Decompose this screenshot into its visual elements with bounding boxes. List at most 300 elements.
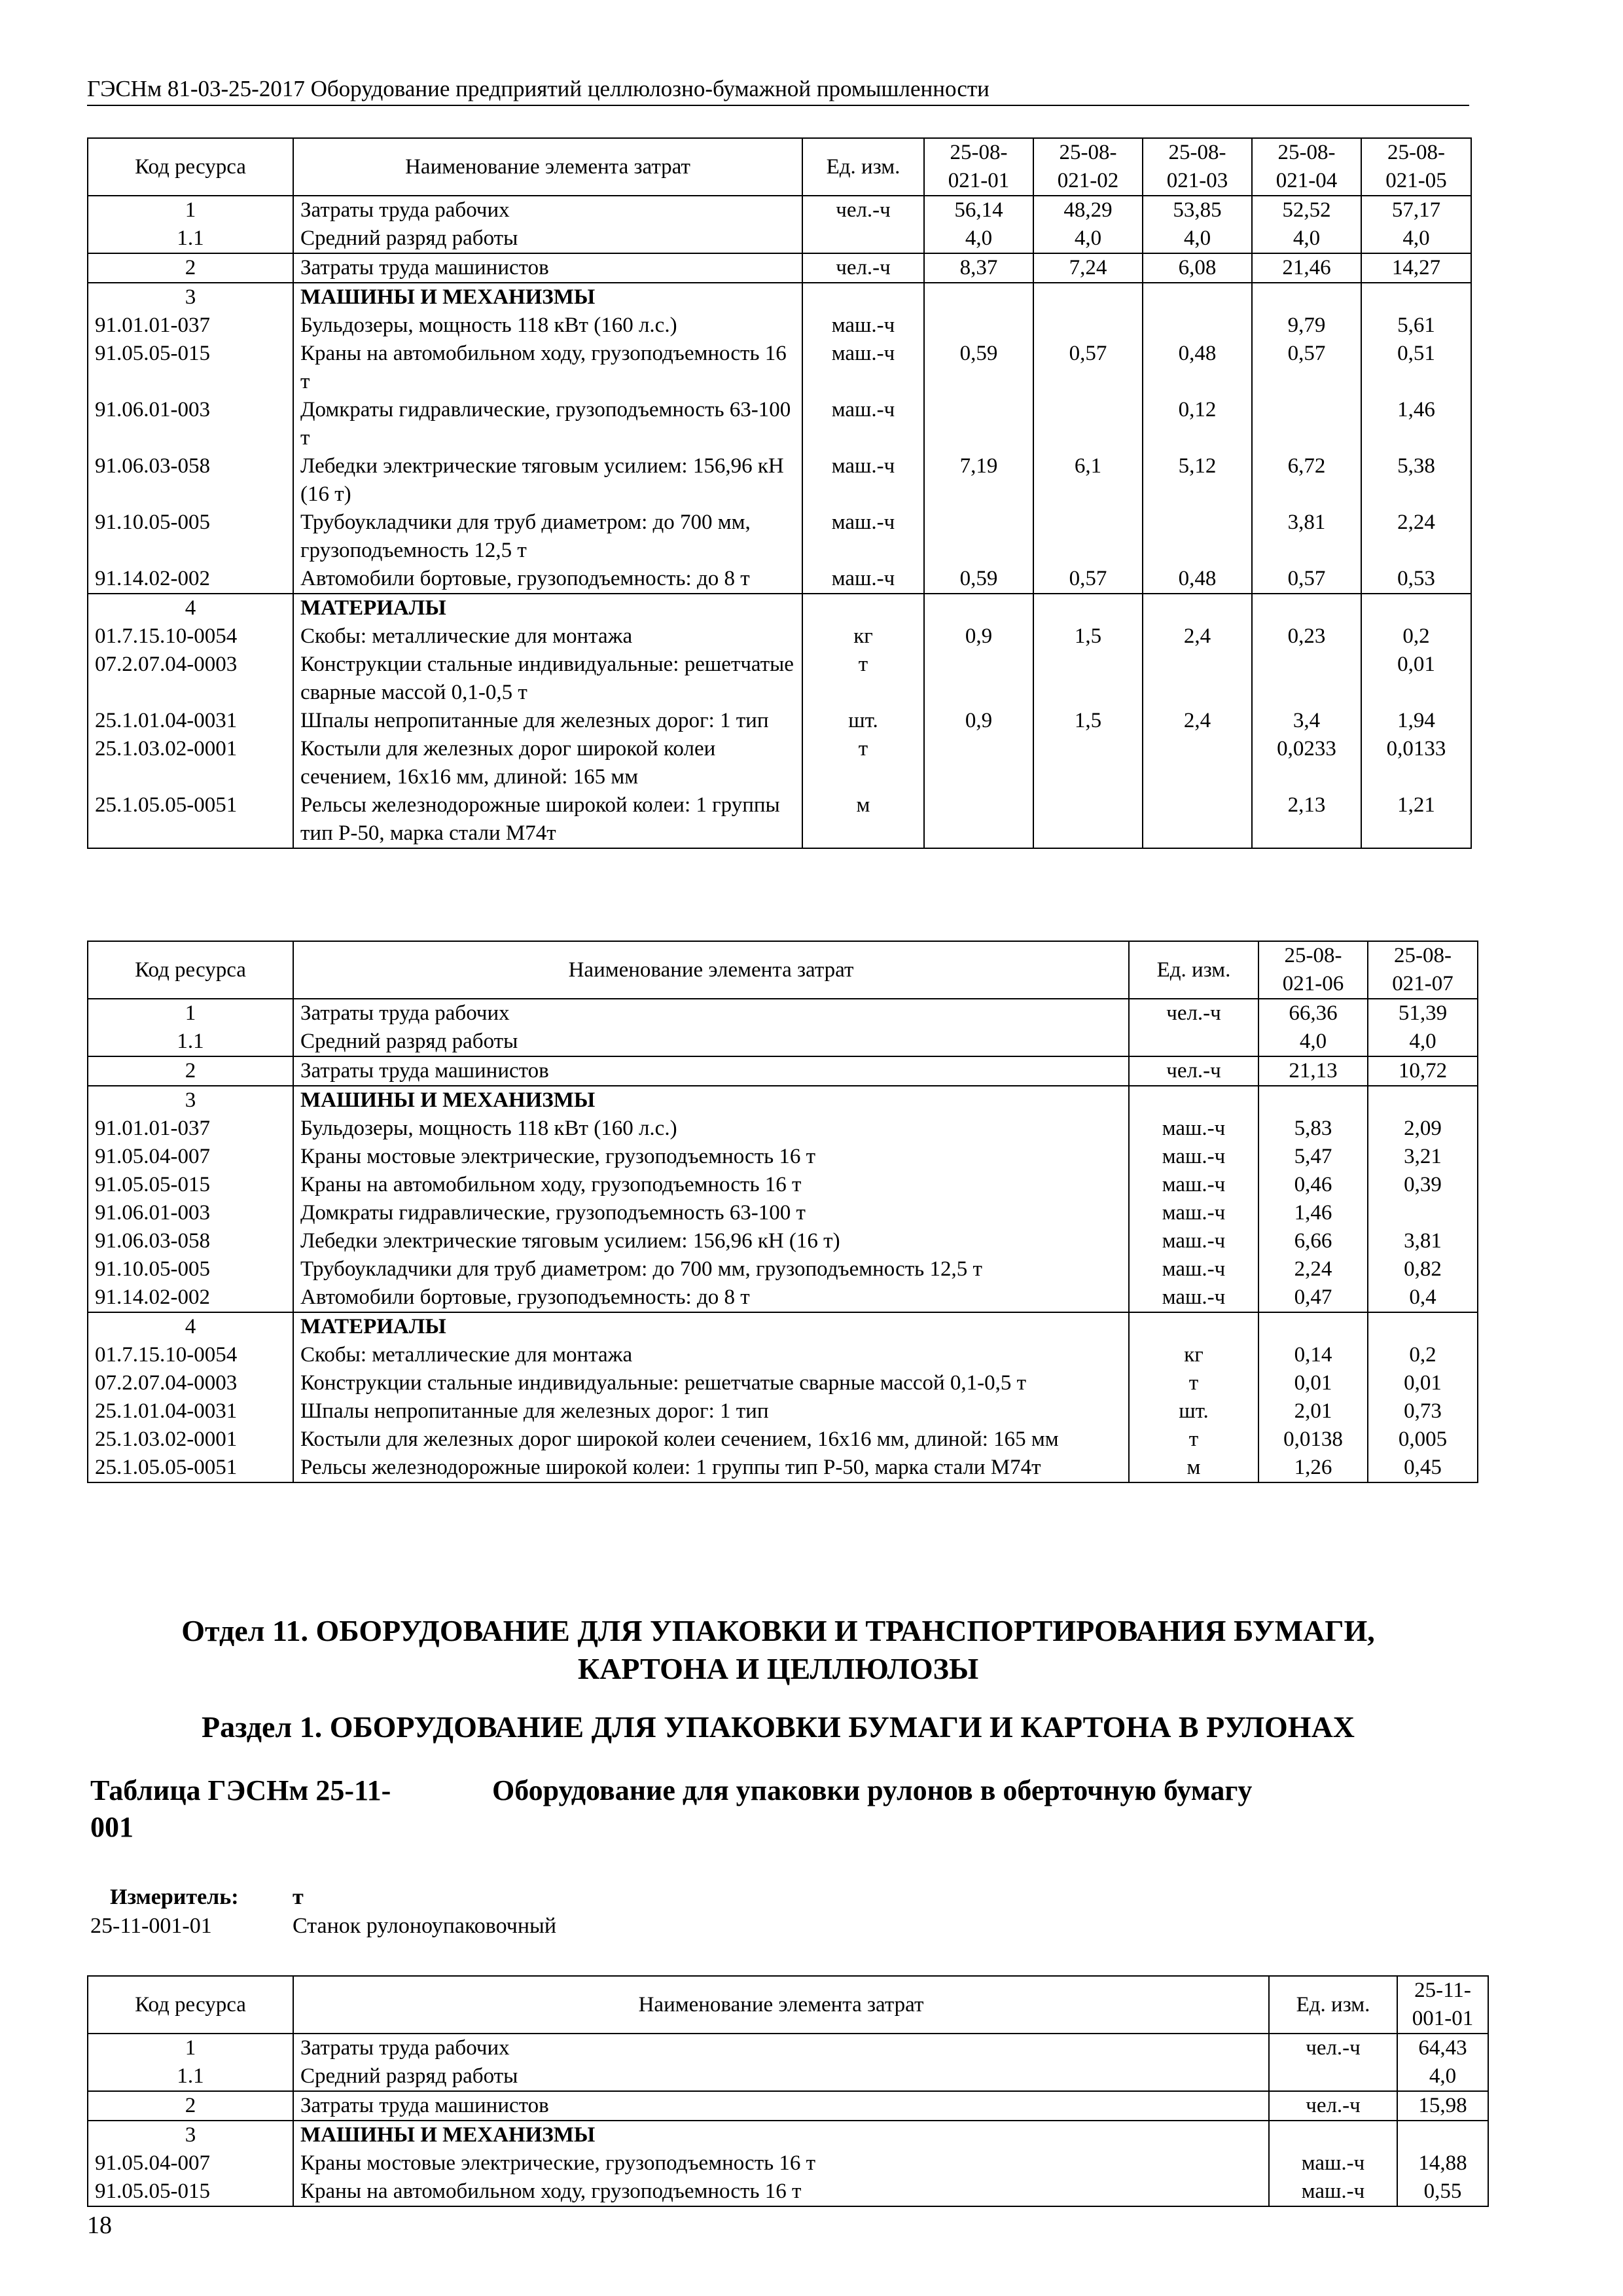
resource-code: 4: [88, 594, 293, 622]
table-row: [88, 2149, 1488, 2178]
resource-value: 4,0: [1258, 1028, 1368, 1056]
resource-value: 0,55: [1397, 2178, 1488, 2206]
resource-value: 0,47: [1258, 1283, 1368, 1312]
resource-unit: маш.-ч: [1129, 1255, 1258, 1283]
header-norm-code-part: 021-03: [1166, 169, 1228, 192]
resource-name: Затраты труда рабочих: [293, 2034, 1269, 2062]
resource-value: 0,45: [1368, 1454, 1478, 1482]
table-row: [88, 2034, 1488, 2062]
header-unit: Ед. изм.: [802, 138, 924, 196]
table-row: [88, 1028, 1478, 1056]
resource-name: Скобы: металлические для монтажа: [293, 622, 802, 651]
table-row: [88, 1171, 1478, 1199]
resource-value: 5,61: [1361, 312, 1471, 340]
resource-value: 0,0133: [1361, 735, 1471, 791]
resource-unit: [1269, 2121, 1397, 2149]
resource-value: 2,24: [1361, 509, 1471, 565]
resource-value: 0,48: [1143, 340, 1252, 396]
header-norm-code-part: 021-06: [1282, 972, 1344, 996]
resource-unit: шт.: [802, 707, 924, 735]
table-row: [88, 1426, 1478, 1454]
resource-unit: [802, 594, 924, 622]
resource-unit: м: [802, 791, 924, 848]
resource-value: [1397, 2121, 1488, 2149]
resource-value: 1,21: [1361, 791, 1471, 848]
resource-value: 6,66: [1258, 1227, 1368, 1255]
resource-code: 91.06.01-003: [88, 396, 293, 452]
resource-value: [924, 312, 1033, 340]
header-name: Наименование элемента затрат: [293, 138, 802, 196]
resource-value: 21,46: [1252, 253, 1361, 283]
resource-value: 10,72: [1368, 1056, 1478, 1086]
resource-unit: [802, 283, 924, 312]
resource-code: 91.05.05-015: [88, 2178, 293, 2206]
resource-value: 0,4: [1368, 1283, 1478, 1312]
otdel-heading-line-2: КАРТОНА И ЦЕЛЛЮЛОЗЫ: [577, 1652, 979, 1685]
resource-name: Затраты труда машинистов: [293, 253, 802, 283]
resource-value: [1143, 312, 1252, 340]
resource-code: 91.06.03-058: [88, 452, 293, 509]
header-norm-code-part: 25-08-: [1394, 944, 1452, 967]
resource-value: 1,5: [1033, 707, 1143, 735]
resource-unit: м: [1129, 1454, 1258, 1482]
resource-value: 0,01: [1361, 651, 1471, 707]
resource-value: 14,27: [1361, 253, 1471, 283]
header-norm-code: [1252, 138, 1361, 196]
table-row: [88, 622, 1471, 651]
resource-code: 25.1.05.05-0051: [88, 1454, 293, 1482]
table-row: [88, 1086, 1478, 1115]
resource-value: 0,57: [1252, 340, 1361, 396]
resource-value: [1033, 509, 1143, 565]
resource-code: 1: [88, 196, 293, 224]
resource-unit: маш.-ч: [802, 312, 924, 340]
page-number: 18: [87, 2212, 112, 2239]
resource-value: [1033, 396, 1143, 452]
table-row: [88, 2121, 1488, 2149]
resource-value: [1143, 283, 1252, 312]
resource-table-25-11-001-01: [87, 1975, 1489, 2207]
header-norm-code-part: 25-08-: [1277, 141, 1336, 164]
resource-value: [924, 651, 1033, 707]
resource-value: 0,9: [924, 707, 1033, 735]
table-row: [88, 565, 1471, 594]
resource-name: Лебедки электрические тяговым усилием: 156,96 кН (16 т): [293, 452, 802, 509]
resource-unit: чел.-ч: [1269, 2034, 1397, 2062]
table-row: [88, 1227, 1478, 1255]
resource-value: 6,72: [1252, 452, 1361, 509]
resource-unit: чел.-ч: [1129, 999, 1258, 1028]
resource-value: [924, 791, 1033, 848]
resource-unit: т: [1129, 1426, 1258, 1454]
table-row: [88, 1397, 1478, 1426]
resource-value: 0,005: [1368, 1426, 1478, 1454]
resource-unit: маш.-ч: [1129, 1115, 1258, 1143]
resource-value: 2,13: [1252, 791, 1361, 848]
resource-value: 9,79: [1252, 312, 1361, 340]
resource-value: 0,57: [1252, 565, 1361, 594]
resource-code: 91.06.03-058: [88, 1227, 293, 1255]
resource-value: [1258, 1312, 1368, 1341]
resource-code: 25.1.03.02-0001: [88, 735, 293, 791]
resource-value: 5,83: [1258, 1115, 1368, 1143]
resource-value: 4,0: [924, 224, 1033, 253]
table-row: [88, 340, 1471, 396]
resource-value: [1252, 594, 1361, 622]
resource-value: 0,46: [1258, 1171, 1368, 1199]
resource-value: 0,48: [1143, 565, 1252, 594]
resource-name: Конструкции стальные индивидуальные: решетчатые сварные массой 0,1-0,5 т: [293, 651, 802, 707]
item-name: Станок рулоноупаковочный: [293, 1914, 557, 1938]
resource-name: Автомобили бортовые, грузоподъемность: до 8 т: [293, 565, 802, 594]
resource-value: 2,4: [1143, 707, 1252, 735]
resource-value: [1033, 594, 1143, 622]
resource-value: 0,57: [1033, 340, 1143, 396]
resource-value: 15,98: [1397, 2091, 1488, 2121]
resource-unit: т: [802, 651, 924, 707]
table-row: [88, 2178, 1488, 2206]
resource-code: 25.1.01.04-0031: [88, 1397, 293, 1426]
resource-value: 0,14: [1258, 1341, 1368, 1369]
resource-code: 91.05.04-007: [88, 1143, 293, 1171]
resource-table-25-08-021-06-07: [87, 941, 1478, 1483]
resource-name: Краны на автомобильном ходу, грузоподъемность 16 т: [293, 1171, 1129, 1199]
resource-code: 91.10.05-005: [88, 509, 293, 565]
resource-name: Средний разряд работы: [293, 1028, 1129, 1056]
resource-code: 07.2.07.04-0003: [88, 1369, 293, 1397]
resource-unit: шт.: [1129, 1397, 1258, 1426]
resource-value: 0,01: [1258, 1369, 1368, 1397]
resource-unit: маш.-ч: [802, 509, 924, 565]
table-row: [88, 594, 1471, 622]
header-norm-code: [1368, 941, 1478, 999]
resource-value: 1,26: [1258, 1454, 1368, 1482]
table-row: [88, 452, 1471, 509]
table-row: [88, 396, 1471, 452]
table-row: [88, 1283, 1478, 1312]
header-norm-code: [924, 138, 1033, 196]
item-code: 25-11-001-01: [90, 1914, 212, 1938]
meter-row: [90, 1885, 304, 1910]
table-row: [88, 1369, 1478, 1397]
resource-value: [1368, 1199, 1478, 1227]
resource-code: 01.7.15.10-0054: [88, 622, 293, 651]
resource-name: Шпалы непропитанные для железных дорог: 1 тип: [293, 707, 802, 735]
header-norm-code: [1361, 138, 1471, 196]
resource-name: Затраты труда рабочих: [293, 999, 1129, 1028]
header-norm-code-part: 25-08-: [1284, 944, 1342, 967]
header-name: Наименование элемента затрат: [293, 941, 1129, 999]
resource-value: [924, 283, 1033, 312]
table-row: [88, 1255, 1478, 1283]
resource-code: 1.1: [88, 224, 293, 253]
resource-value: 4,0: [1033, 224, 1143, 253]
resource-name: Костыли для железных дорог широкой колеи сечением, 16х16 мм, длиной: 165 мм: [293, 1426, 1129, 1454]
resource-code: 91.05.05-015: [88, 1171, 293, 1199]
resource-unit: чел.-ч: [802, 253, 924, 283]
resource-code: 1: [88, 2034, 293, 2062]
resource-name: Краны мостовые электрические, грузоподъемность 16 т: [293, 1143, 1129, 1171]
resource-name: Краны на автомобильном ходу, грузоподъемность 16 т: [293, 340, 802, 396]
table-row: [88, 1312, 1478, 1341]
resource-value: 2,24: [1258, 1255, 1368, 1283]
resource-unit: маш.-ч: [1129, 1143, 1258, 1171]
resource-code: 25.1.01.04-0031: [88, 707, 293, 735]
table-row: [88, 2062, 1488, 2091]
header-norm-code-part: 021-04: [1275, 169, 1338, 192]
header-unit: Ед. изм.: [1129, 941, 1258, 999]
resource-value: 0,82: [1368, 1255, 1478, 1283]
resource-code: 2: [88, 253, 293, 283]
resource-value: 3,81: [1368, 1227, 1478, 1255]
resource-value: [1033, 651, 1143, 707]
resource-unit: чел.-ч: [1269, 2091, 1397, 2121]
resource-code: 25.1.05.05-0051: [88, 791, 293, 848]
resource-value: 4,0: [1361, 224, 1471, 253]
resource-value: [1143, 791, 1252, 848]
resource-value: [1361, 594, 1471, 622]
resource-value: 21,13: [1258, 1056, 1368, 1086]
resource-unit: кг: [802, 622, 924, 651]
resource-unit: маш.-ч: [1129, 1227, 1258, 1255]
resource-name: Домкраты гидравлические, грузоподъемность 63-100 т: [293, 396, 802, 452]
header-norm-code: [1033, 138, 1143, 196]
resource-value: 56,14: [924, 196, 1033, 224]
resource-unit: маш.-ч: [1269, 2149, 1397, 2178]
table-row: [88, 651, 1471, 707]
otdel-heading: [87, 1612, 1469, 1688]
resource-value: [1252, 283, 1361, 312]
resource-code: 2: [88, 1056, 293, 1086]
resource-name: Краны мостовые электрические, грузоподъемность 16 т: [293, 2149, 1269, 2178]
resource-code: 91.10.05-005: [88, 1255, 293, 1283]
table-row: [88, 1056, 1478, 1086]
header-norm-code: [1397, 1976, 1488, 2034]
table-row: [88, 999, 1478, 1028]
resource-value: 4,0: [1368, 1028, 1478, 1056]
resource-code: 1.1: [88, 2062, 293, 2091]
resource-value: [1143, 509, 1252, 565]
item-row: [90, 1914, 556, 1939]
resource-value: 6,08: [1143, 253, 1252, 283]
resource-value: 48,29: [1033, 196, 1143, 224]
resource-name: Шпалы непропитанные для железных дорог: 1 тип: [293, 1397, 1129, 1426]
resource-name: Затраты труда рабочих: [293, 196, 802, 224]
header-norm-code-part: 25-08-: [1168, 141, 1226, 164]
resource-code: 2: [88, 2091, 293, 2121]
resource-unit: маш.-ч: [802, 565, 924, 594]
resource-value: 64,43: [1397, 2034, 1488, 2062]
header-norm-code-part: 021-05: [1385, 169, 1447, 192]
resource-name: Затраты труда машинистов: [293, 1056, 1129, 1086]
resource-code: 91.06.01-003: [88, 1199, 293, 1227]
resource-name: МАШИНЫ И МЕХАНИЗМЫ: [293, 2121, 1269, 2149]
resource-value: 4,0: [1397, 2062, 1488, 2091]
resource-value: 0,59: [924, 565, 1033, 594]
header-norm-code-part: 021-07: [1392, 972, 1454, 996]
resource-value: [1252, 396, 1361, 452]
resource-code: 91.05.04-007: [88, 2149, 293, 2178]
resource-value: 14,88: [1397, 2149, 1488, 2178]
resource-unit: [1129, 1312, 1258, 1341]
resource-value: [1033, 283, 1143, 312]
resource-value: 4,0: [1252, 224, 1361, 253]
resource-value: [1143, 735, 1252, 791]
resource-value: [1033, 312, 1143, 340]
resource-value: 0,73: [1368, 1397, 1478, 1426]
table-row: [88, 509, 1471, 565]
resource-value: 8,37: [924, 253, 1033, 283]
table-row: [88, 253, 1471, 283]
header-unit: Ед. изм.: [1269, 1976, 1397, 2034]
resource-value: 5,38: [1361, 452, 1471, 509]
table-row: [88, 1143, 1478, 1171]
resource-value: 0,0233: [1252, 735, 1361, 791]
header-code: Код ресурса: [88, 941, 293, 999]
resource-name: Средний разряд работы: [293, 2062, 1269, 2091]
resource-value: [1143, 594, 1252, 622]
resource-unit: т: [1129, 1369, 1258, 1397]
resource-value: 0,51: [1361, 340, 1471, 396]
table-row: [88, 224, 1471, 253]
resource-value: [1361, 283, 1471, 312]
table-title: Оборудование для упаковки рулонов в оберточную бумагу: [492, 1774, 1253, 1806]
resource-value: [1252, 651, 1361, 707]
resource-value: [1143, 651, 1252, 707]
table-row: [88, 707, 1471, 735]
resource-value: [1368, 1312, 1478, 1341]
header-norm-code: [1258, 941, 1368, 999]
table-row: [88, 312, 1471, 340]
resource-value: 0,59: [924, 340, 1033, 396]
resource-value: 2,09: [1368, 1115, 1478, 1143]
resource-value: 0,39: [1368, 1171, 1478, 1199]
resource-code: 1: [88, 999, 293, 1028]
resource-code: 25.1.03.02-0001: [88, 1426, 293, 1454]
resource-value: 0,9: [924, 622, 1033, 651]
resource-name: Краны на автомобильном ходу, грузоподъемность 16 т: [293, 2178, 1269, 2206]
resource-unit: маш.-ч: [1269, 2178, 1397, 2206]
resource-value: 7,19: [924, 452, 1033, 509]
resource-name: МАТЕРИАЛЫ: [293, 1312, 1129, 1341]
resource-value: 7,24: [1033, 253, 1143, 283]
resource-value: 0,53: [1361, 565, 1471, 594]
resource-name: Бульдозеры, мощность 118 кВт (160 л.с.): [293, 1115, 1129, 1143]
resource-value: 53,85: [1143, 196, 1252, 224]
otdel-heading-line-1: Отдел 11. ОБОРУДОВАНИЕ ДЛЯ УПАКОВКИ И ТРАНСПОРТИРОВАНИЯ БУМАГИ,: [181, 1614, 1375, 1647]
resource-code: 91.14.02-002: [88, 1283, 293, 1312]
resource-value: [924, 735, 1033, 791]
resource-name: Лебедки электрические тяговым усилием: 156,96 кН (16 т): [293, 1227, 1129, 1255]
header-norm-code: [1143, 138, 1252, 196]
resource-value: 2,4: [1143, 622, 1252, 651]
resource-code: 1.1: [88, 1028, 293, 1056]
resource-unit: т: [802, 735, 924, 791]
header-name: Наименование элемента затрат: [293, 1976, 1269, 2034]
resource-unit: [1129, 1086, 1258, 1115]
resource-name: Скобы: металлические для монтажа: [293, 1341, 1129, 1369]
resource-code: 07.2.07.04-0003: [88, 651, 293, 707]
resource-value: 0,57: [1033, 565, 1143, 594]
page-header: ГЭСНм 81-03-25-2017 Оборудование предприятий целлюлозно-бумажной промышленности: [87, 76, 1469, 106]
resource-value: 0,2: [1361, 622, 1471, 651]
resource-unit: маш.-ч: [802, 396, 924, 452]
resource-value: 6,1: [1033, 452, 1143, 509]
table-label: Таблица ГЭСНм 25-11-: [90, 1774, 391, 1806]
resource-value: [1258, 1086, 1368, 1115]
resource-unit: маш.-ч: [1129, 1171, 1258, 1199]
resource-value: [924, 594, 1033, 622]
resource-name: Средний разряд работы: [293, 224, 802, 253]
header-norm-code-part: 25-08-: [950, 141, 1008, 164]
resource-name: МАТЕРИАЛЫ: [293, 594, 802, 622]
resource-code: 91.01.01-037: [88, 1115, 293, 1143]
resource-value: 0,23: [1252, 622, 1361, 651]
table-row: [88, 791, 1471, 848]
resource-table-25-08-021-01-05: [87, 137, 1472, 849]
resource-unit: [1129, 1028, 1258, 1056]
resource-name: Домкраты гидравлические, грузоподъемность 63-100 т: [293, 1199, 1129, 1227]
resource-code: 3: [88, 283, 293, 312]
resource-value: 5,12: [1143, 452, 1252, 509]
table-label-number: 001: [90, 1811, 134, 1843]
table-row: [88, 1454, 1478, 1482]
meter-unit: т: [293, 1885, 304, 1909]
table-row: [88, 735, 1471, 791]
resource-unit: чел.-ч: [802, 196, 924, 224]
resource-value: 1,94: [1361, 707, 1471, 735]
header-norm-code-part: 001-01: [1412, 2007, 1474, 2030]
resource-value: 0,01: [1368, 1369, 1478, 1397]
resource-name: Костыли для железных дорог широкой колеи сечением, 16х16 мм, длиной: 165 мм: [293, 735, 802, 791]
resource-unit: маш.-ч: [1129, 1199, 1258, 1227]
table-row: [88, 1341, 1478, 1369]
resource-code: 01.7.15.10-0054: [88, 1341, 293, 1369]
resource-unit: чел.-ч: [1129, 1056, 1258, 1086]
resource-unit: [802, 224, 924, 253]
meter-label: Измеритель:: [110, 1885, 239, 1909]
resource-name: Конструкции стальные индивидуальные: решетчатые сварные массой 0,1-0,5 т: [293, 1369, 1129, 1397]
header-norm-code-part: 25-11-: [1414, 1979, 1471, 2002]
header-norm-code-part: 25-08-: [1387, 141, 1445, 164]
resource-value: 0,0138: [1258, 1426, 1368, 1454]
resource-value: 1,46: [1258, 1199, 1368, 1227]
header-code: Код ресурса: [88, 1976, 293, 2034]
table-row: [88, 2091, 1488, 2121]
table-row: [88, 283, 1471, 312]
resource-value: 3,21: [1368, 1143, 1478, 1171]
resource-name: Рельсы железнодорожные широкой колеи: 1 группы тип Р-50, марка стали М74т: [293, 791, 802, 848]
resource-value: 66,36: [1258, 999, 1368, 1028]
resource-name: Бульдозеры, мощность 118 кВт (160 л.с.): [293, 312, 802, 340]
table-row: [88, 196, 1471, 224]
resource-value: 2,01: [1258, 1397, 1368, 1426]
resource-value: [924, 509, 1033, 565]
resource-value: 5,47: [1258, 1143, 1368, 1171]
resource-code: 4: [88, 1312, 293, 1341]
header-code: Код ресурса: [88, 138, 293, 196]
resource-code: 91.01.01-037: [88, 312, 293, 340]
header-norm-code-part: 021-02: [1057, 169, 1119, 192]
razdel-heading: Раздел 1. ОБОРУДОВАНИЕ ДЛЯ УПАКОВКИ БУМАГИ И КАРТОНА В РУЛОНАХ: [201, 1710, 1355, 1744]
resource-unit: маш.-ч: [1129, 1283, 1258, 1312]
resource-name: Трубоукладчики для труб диаметром: до 700 мм, грузоподъемность 12,5 т: [293, 509, 802, 565]
resource-value: 1,5: [1033, 622, 1143, 651]
resource-unit: маш.-ч: [802, 452, 924, 509]
table-row: [88, 1199, 1478, 1227]
resource-unit: маш.-ч: [802, 340, 924, 396]
resource-value: [924, 396, 1033, 452]
